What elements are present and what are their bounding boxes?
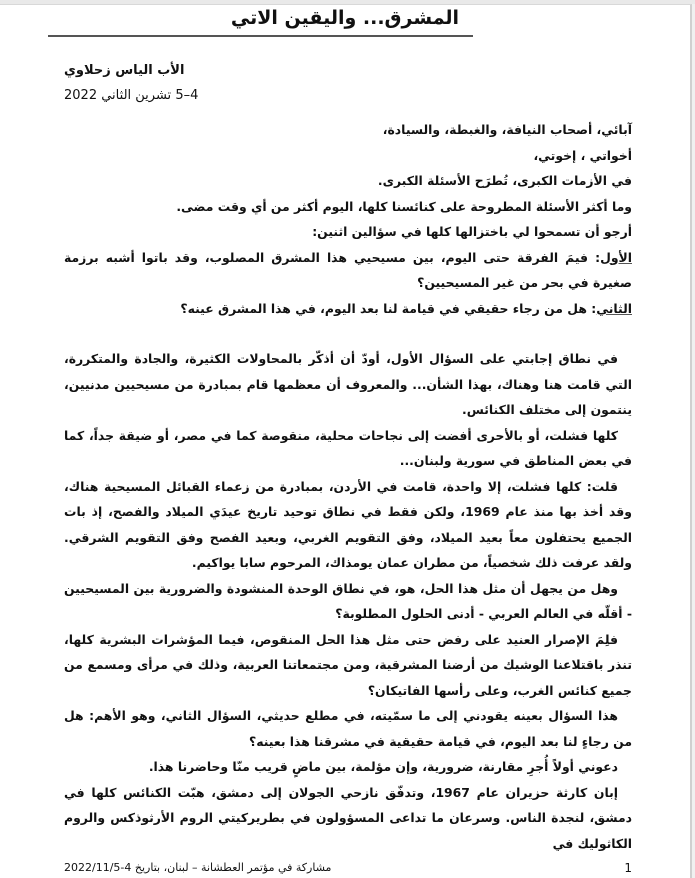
paragraph: قلت: كلها فشلت، إلا واحدة، قامت في الأردن، بمبادرة من زعماء القبائل المسيحية هناك، وقد أخذ بها منذ عام 1969، ولكن فقط في نطاق توحيد تاريخ عيدَي الميلاد والفصح، إذ بات الجميع يحتفلون معاً بعيد الميلاد، وفق التقويم الغربي، وبعيد الفصح وفق التقويم الشرقي. ولقد عرفت ذلك شخصياً، من مطران عمان يومذاك، المرحوم سابا يواكيم. [64, 478, 632, 570]
page-number: 1 [624, 861, 632, 875]
paragraph: كلها فشلت، أو بالأحرى أفضت إلى نجاحات محلية، منقوصة كما في مصر، أو ضيقة جداً، كما في بعض المناطق في سورية ولبنان... [64, 427, 632, 468]
paragraph: في الأزمات الكبرى، تُطرَح الأسئلة الكبرى. [377, 173, 632, 188]
paragraph: فلِمَ الإصرار العنيد على رفض حتى مثل هذا الحل المنقوص، فيما المؤشرات البشرية كلها، تنذر باقتلاعنا الوشيك من أرضنا المشرقية، ومن مجتمعاتنا العربية، وذلك في مرأى ومسمع من جميع كنائس الغرب، وعلى رأسها الفاتيكان؟ [64, 631, 632, 698]
paragraph: إبان كارثة حزيران عام 1967، وتدفّق نازحي الجولان إلى دمشق، هبّت الكنائس كلها في دمشق، لنجدة الناس. وسرعان ما تداعى المسؤولون في بطريركيتي الروم الأرثوذكس والروم الكاثوليك في [64, 784, 632, 851]
document-date: 4–5 تشرين الثاني 2022 [64, 88, 199, 103]
question-second [64, 296, 632, 322]
title-rule [48, 35, 473, 37]
paragraph: هذا السؤال بعينه يقودني إلى ما سمّيته، في مطلع حديثي، السؤال الثاني، وهو الأهم: هل من رجاءٍ لنا بعد اليوم، في قيامة حقيقية في مشرقنا هذا بعينه؟ [64, 708, 632, 749]
document-page [0, 4, 692, 878]
question-label: الأول [600, 249, 632, 265]
question-first [64, 245, 632, 296]
document-title: المشرق... واليقين الاتي [230, 7, 460, 29]
paragraph: أخواتي ، إخوتي، [533, 147, 632, 163]
author-name: الأب الياس زحلاوي [64, 63, 185, 78]
paragraph: دعوني أولاً أُجرِ مقارنة، ضرورية، وإن مؤلمة، بين ماضٍ قريب منّا وحاضرنا هذا. [148, 759, 618, 774]
paragraph: في نطاق إجابتي على السؤال الأول، أودّ أن أذكّر بالمحاولات الكثيرة، والجادة والمتكررة، التي قامت هنا وهناك، بهذا الشأن... والمعروف أن معظمها قام بمبادرة من مسيحيين مدنيين، ينتمون إلى مختلف الكنائس. [64, 351, 632, 417]
page-footer [64, 861, 632, 878]
question-label: الثاني [596, 300, 632, 316]
paragraph: وما أكثر الأسئلة المطروحة على كنائسنا كلها، اليوم أكثر من أي وقت مضى. [176, 198, 632, 214]
question-text: : فيمَ الفرقة حتى اليوم، بين مسيحيي هذا المشرق المصلوب، وقد باتوا أشبه برزمة صغيرة في بحر من غير المسيحيين؟ [64, 249, 632, 290]
paragraph: وهل من يجهل أن مثل هذا الحل، هو، في نطاق الوحدة المنشودة والضرورية بين المسيحيين - أقلّه في العالم العربي - أدنى الحلول المطلوبة؟ [64, 580, 632, 621]
paragraph: أرجو أن تسمحوا لي باختزالها كلها في سؤالين اثنين: [312, 224, 632, 239]
document-body [64, 117, 632, 856]
paragraph: آبائي، أصحاب النيافة، والغبطة، والسيادة، [382, 122, 632, 137]
footer-note: مشاركة في مؤتمر العطشانة – لبنان، بتاريخ 4-2022/11/5 [64, 861, 332, 874]
question-text: : هل من رجاء حقيقي في قيامة لنا بعد اليوم، في هذا المشرق عينه؟ [180, 300, 597, 316]
